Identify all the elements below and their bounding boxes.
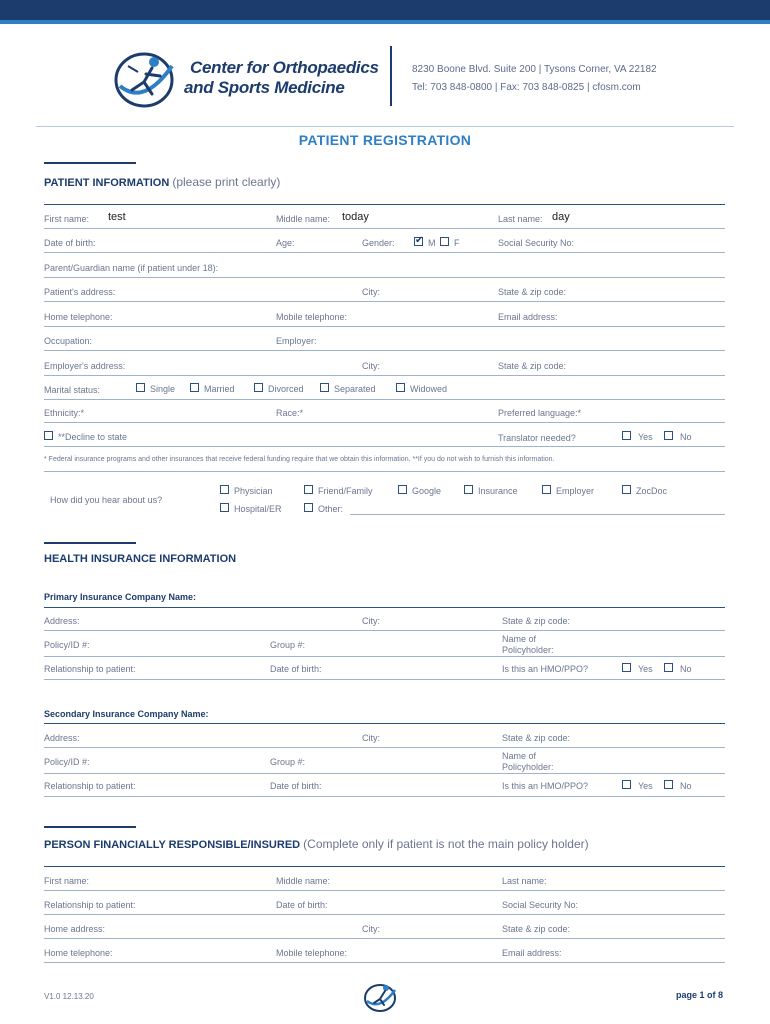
last-name-label: Last name: — [498, 214, 543, 224]
row-rule — [44, 938, 725, 939]
row-rule — [44, 326, 725, 327]
resp-relationship-label: Relationship to patient: — [44, 900, 136, 910]
section-marker — [44, 162, 136, 164]
hear-employer-checkbox[interactable] — [542, 485, 551, 494]
employer-state-label: State & zip code: — [498, 361, 567, 371]
mobile-tel-label: Mobile telephone: — [276, 312, 348, 322]
employer-label: Employer: — [276, 336, 317, 346]
patient-address-label: Patient's address: — [44, 287, 116, 297]
resp-state-label: State & zip code: — [502, 924, 571, 934]
resp-city-label: City: — [362, 924, 380, 934]
row-rule — [44, 350, 725, 351]
guardian-label: Parent/Guardian name (if patient under 18): — [44, 263, 219, 273]
hear-google-label: Google — [412, 486, 442, 496]
responsible-note: (Complete only if patient is not the main policy holder) — [303, 837, 589, 851]
primary-hmo-yes-label: Yes — [638, 664, 653, 674]
cfosm-footer-logo-icon — [362, 980, 400, 1014]
secondary-policyholder-label-1: Name of — [502, 751, 537, 761]
employer-city-label: City: — [362, 361, 380, 371]
top-banner-accent — [0, 20, 770, 24]
secondary-address-label: Address: — [44, 733, 80, 743]
state-zip-label: State & zip code: — [498, 287, 567, 297]
page-number: page 1 of 8 — [676, 990, 724, 1000]
gender-f-label: F — [454, 238, 460, 248]
secondary-hmo-no-checkbox[interactable] — [664, 780, 673, 789]
translator-label: Translator needed? — [498, 433, 576, 443]
primary-policyholder-label-2: Policyholder: — [502, 645, 554, 655]
translator-yes-label: Yes — [638, 432, 653, 442]
row-rule — [44, 747, 725, 748]
marital-married-checkbox[interactable] — [190, 383, 199, 392]
row-rule — [44, 471, 725, 472]
marital-divorced-checkbox[interactable] — [254, 383, 263, 392]
gender-m-label: M — [428, 238, 436, 248]
header-divider — [390, 46, 392, 106]
section-marker — [44, 542, 136, 544]
title-top-rule — [36, 126, 734, 127]
middle-name-field[interactable]: today — [342, 211, 369, 223]
resp-home-tel-label: Home telephone: — [44, 948, 113, 958]
row-rule — [44, 866, 725, 867]
secondary-hmo-no-label: No — [680, 781, 692, 791]
row-rule — [44, 607, 725, 608]
patient-info-note: (please print clearly) — [172, 175, 281, 189]
brand-name-line1: Center for Orthopaedics — [190, 58, 379, 77]
row-rule — [44, 277, 725, 278]
row-rule — [44, 773, 725, 774]
page-title: PATIENT REGISTRATION — [298, 132, 472, 148]
age-label: Age: — [276, 238, 295, 248]
row-rule — [44, 301, 725, 302]
primary-address-label: Address: — [44, 616, 80, 626]
responsible-title: PERSON FINANCIALLY RESPONSIBLE/INSURED — [44, 839, 301, 851]
hear-other-checkbox[interactable] — [304, 503, 313, 512]
primary-hmo-no-checkbox[interactable] — [664, 663, 673, 672]
patient-info-heading — [44, 175, 280, 189]
secondary-relationship-label: Relationship to patient: — [44, 781, 136, 791]
row-rule — [44, 914, 725, 915]
secondary-insurance-heading: Secondary Insurance Company Name: — [44, 709, 209, 719]
resp-dob-label: Date of birth: — [276, 900, 328, 910]
marital-label: Marital status: — [44, 385, 101, 395]
resp-ssn-label: Social Security No: — [502, 900, 579, 910]
primary-relationship-label: Relationship to patient: — [44, 664, 136, 674]
marital-divorced-label: Divorced — [268, 384, 304, 394]
row-rule — [44, 399, 725, 400]
responsible-heading — [44, 837, 589, 851]
city-label: City: — [362, 287, 380, 297]
middle-name-label: Middle name: — [276, 214, 331, 224]
top-banner — [0, 0, 770, 20]
hear-hospital-checkbox[interactable] — [220, 503, 229, 512]
primary-hmo-no-label: No — [680, 664, 692, 674]
row-rule — [44, 723, 725, 724]
secondary-dob-label: Date of birth: — [270, 781, 322, 791]
resp-middle-name-label: Middle name: — [276, 876, 331, 886]
race-label: Race:* — [276, 408, 304, 418]
clinic-contact: Tel: 703 848-0800 | Fax: 703 848-0825 | cfosm.com — [412, 82, 641, 93]
row-rule — [44, 252, 725, 253]
row-rule — [44, 962, 725, 963]
row-rule — [44, 890, 725, 891]
translator-yes-checkbox[interactable] — [622, 431, 631, 440]
marital-married-label: Married — [204, 384, 235, 394]
row-rule — [44, 679, 725, 680]
hear-physician-checkbox[interactable] — [220, 485, 229, 494]
resp-first-name-label: First name: — [44, 876, 90, 886]
resp-mobile-tel-label: Mobile telephone: — [276, 948, 348, 958]
hear-about-label: How did you hear about us? — [50, 495, 163, 505]
health-insurance-heading: HEALTH INSURANCE INFORMATION — [44, 553, 237, 565]
hear-other-input[interactable] — [350, 514, 725, 515]
translator-no-label: No — [680, 432, 692, 442]
email-label: Email address: — [498, 312, 558, 322]
hear-other-label: Other: — [318, 504, 344, 514]
employer-address-label: Employer's address: — [44, 361, 126, 371]
hear-insurance-checkbox[interactable] — [464, 485, 473, 494]
primary-insurance-heading: Primary Insurance Company Name: — [44, 592, 197, 602]
marital-separated-checkbox[interactable] — [320, 383, 329, 392]
primary-policyholder-label-1: Name of — [502, 634, 537, 644]
secondary-group-label: Group #: — [270, 757, 306, 767]
row-rule — [44, 204, 725, 205]
hear-friend-label: Friend/Family — [318, 486, 373, 496]
gender-f-checkbox[interactable] — [440, 237, 449, 246]
language-label: Preferred language:* — [498, 408, 582, 418]
marital-separated-label: Separated — [334, 384, 376, 394]
secondary-state-label: State & zip code: — [502, 733, 571, 743]
gender-label: Gender: — [362, 238, 395, 248]
row-rule — [44, 796, 725, 797]
hear-employer-label: Employer — [556, 486, 595, 496]
row-rule — [44, 446, 725, 447]
primary-state-label: State & zip code: — [502, 616, 571, 626]
cfosm-logo — [110, 46, 182, 110]
hear-hospital-label: Hospital/ER — [234, 504, 282, 514]
primary-city-label: City: — [362, 616, 380, 626]
hear-zocdoc-checkbox[interactable] — [622, 485, 631, 494]
brand-name-line2: and Sports Medicine — [184, 78, 345, 97]
dob-label: Date of birth: — [44, 238, 96, 248]
hear-friend-checkbox[interactable] — [304, 485, 313, 494]
section-marker — [44, 826, 136, 828]
resp-home-address-label: Home address: — [44, 924, 106, 934]
row-rule — [44, 375, 725, 376]
primary-group-label: Group #: — [270, 640, 306, 650]
resp-email-label: Email address: — [502, 948, 562, 958]
secondary-city-label: City: — [362, 733, 380, 743]
resp-last-name-label: Last name: — [502, 876, 547, 886]
secondary-policy-label: Policy/ID #: — [44, 757, 90, 767]
primary-policy-label: Policy/ID #: — [44, 640, 90, 650]
ssn-label: Social Security No: — [498, 238, 575, 248]
marital-single-checkbox[interactable] — [136, 383, 145, 392]
cfosm-footer-logo — [362, 980, 400, 1014]
patient-info-title: PATIENT INFORMATION — [44, 177, 170, 189]
occupation-label: Occupation: — [44, 336, 93, 346]
row-rule — [44, 630, 725, 631]
cfosm-logo-icon — [110, 46, 182, 110]
decline-checkbox[interactable] — [44, 431, 53, 440]
last-name-field[interactable]: day — [552, 211, 570, 223]
clinic-address: 8230 Boone Blvd. Suite 200 | Tysons Corner, VA 22182 — [412, 64, 657, 75]
gender-m-checkbox[interactable] — [414, 237, 423, 246]
row-rule — [44, 228, 725, 229]
federal-footnote: * Federal insurance programs and other insurances that receive federal funding require that we obtain this information. **If you do not wish to furnish this information. — [44, 456, 555, 463]
secondary-policyholder-label-2: Policyholder: — [502, 762, 554, 772]
hear-zocdoc-label: ZocDoc — [636, 486, 668, 496]
version-label: V1.0 12.13.20 — [44, 992, 94, 1001]
secondary-hmo-yes-label: Yes — [638, 781, 653, 791]
decline-label: **Decline to state — [58, 432, 128, 442]
translator-no-checkbox[interactable] — [664, 431, 673, 440]
primary-hmo-label: Is this an HMO/PPO? — [502, 664, 589, 674]
hear-insurance-label: Insurance — [478, 486, 518, 496]
hear-physician-label: Physician — [234, 486, 273, 496]
marital-widowed-checkbox[interactable] — [396, 383, 405, 392]
row-rule — [44, 656, 725, 657]
marital-single-label: Single — [150, 384, 176, 394]
primary-dob-label: Date of birth: — [270, 664, 322, 674]
first-name-label: First name: — [44, 214, 90, 224]
first-name-field[interactable]: test — [108, 211, 126, 223]
hear-google-checkbox[interactable] — [398, 485, 407, 494]
home-tel-label: Home telephone: — [44, 312, 113, 322]
row-rule — [44, 422, 725, 423]
secondary-hmo-label: Is this an HMO/PPO? — [502, 781, 589, 791]
ethnicity-label: Ethnicity:* — [44, 408, 85, 418]
marital-widowed-label: Widowed — [410, 384, 448, 394]
primary-hmo-yes-checkbox[interactable] — [622, 663, 631, 672]
secondary-hmo-yes-checkbox[interactable] — [622, 780, 631, 789]
